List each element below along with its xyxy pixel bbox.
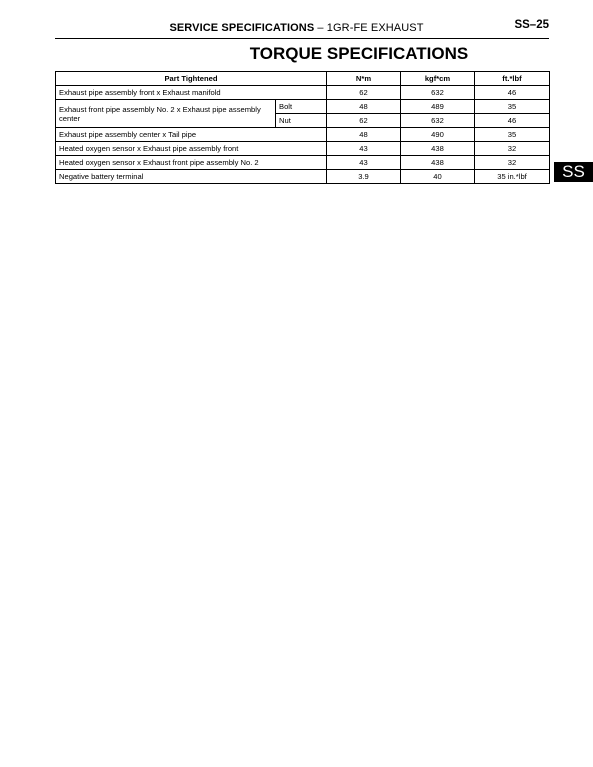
table-header-row bbox=[56, 72, 550, 86]
part-cell: Negative battery terminal bbox=[56, 170, 327, 184]
header-ftlbf: ft.*lbf bbox=[475, 72, 550, 86]
nm-cell: 48 bbox=[327, 100, 401, 114]
page-number: SS–25 bbox=[514, 19, 549, 31]
part-cell: Exhaust front pipe assembly No. 2 x Exhaust pipe assembly center bbox=[56, 100, 276, 128]
header-part-tightened: Part Tightened bbox=[56, 72, 327, 86]
part-cell: Heated oxygen sensor x Exhaust front pipe assembly No. 2 bbox=[56, 156, 327, 170]
header-section: SERVICE SPECIFICATIONS bbox=[169, 22, 315, 34]
nm-cell: 48 bbox=[327, 128, 401, 142]
ftlbf-cell: 46 bbox=[475, 114, 550, 128]
table-row bbox=[56, 128, 550, 142]
ftlbf-cell: 46 bbox=[475, 86, 550, 100]
table-row bbox=[56, 142, 550, 156]
ftlbf-cell: 32 bbox=[475, 142, 550, 156]
ftlbf-cell: 35 in.*lbf bbox=[475, 170, 550, 184]
ftlbf-cell: 35 bbox=[475, 128, 550, 142]
ftlbf-cell: 35 bbox=[475, 100, 550, 114]
kgfcm-cell: 438 bbox=[401, 142, 475, 156]
table-row bbox=[56, 156, 550, 170]
header-nm: N*m bbox=[327, 72, 401, 86]
part-cell: Exhaust pipe assembly front x Exhaust manifold bbox=[56, 86, 327, 100]
fastener-cell: Nut bbox=[276, 114, 327, 128]
nm-cell: 62 bbox=[327, 86, 401, 100]
table-row bbox=[56, 86, 550, 100]
kgfcm-cell: 438 bbox=[401, 156, 475, 170]
kgfcm-cell: 632 bbox=[401, 114, 475, 128]
header-subsection: 1GR-FE EXHAUST bbox=[326, 22, 424, 34]
page-header bbox=[0, 22, 593, 34]
torque-spec-table bbox=[55, 71, 550, 184]
header-kgfcm: kgf*cm bbox=[401, 72, 475, 86]
part-cell: Heated oxygen sensor x Exhaust pipe assembly front bbox=[56, 142, 327, 156]
part-cell: Exhaust pipe assembly center x Tail pipe bbox=[56, 128, 327, 142]
kgfcm-cell: 40 bbox=[401, 170, 475, 184]
kgfcm-cell: 632 bbox=[401, 86, 475, 100]
kgfcm-cell: 489 bbox=[401, 100, 475, 114]
header-dash: – bbox=[317, 22, 324, 34]
nm-cell: 3.9 bbox=[327, 170, 401, 184]
table-row bbox=[56, 170, 550, 184]
fastener-cell: Bolt bbox=[276, 100, 327, 114]
ftlbf-cell: 32 bbox=[475, 156, 550, 170]
header-divider bbox=[55, 38, 549, 39]
section-tab-ss: SS bbox=[554, 162, 593, 182]
nm-cell: 43 bbox=[327, 156, 401, 170]
nm-cell: 62 bbox=[327, 114, 401, 128]
table-row bbox=[56, 100, 550, 114]
kgfcm-cell: 490 bbox=[401, 128, 475, 142]
nm-cell: 43 bbox=[327, 142, 401, 156]
section-title: TORQUE SPECIFICATIONS bbox=[249, 44, 469, 63]
